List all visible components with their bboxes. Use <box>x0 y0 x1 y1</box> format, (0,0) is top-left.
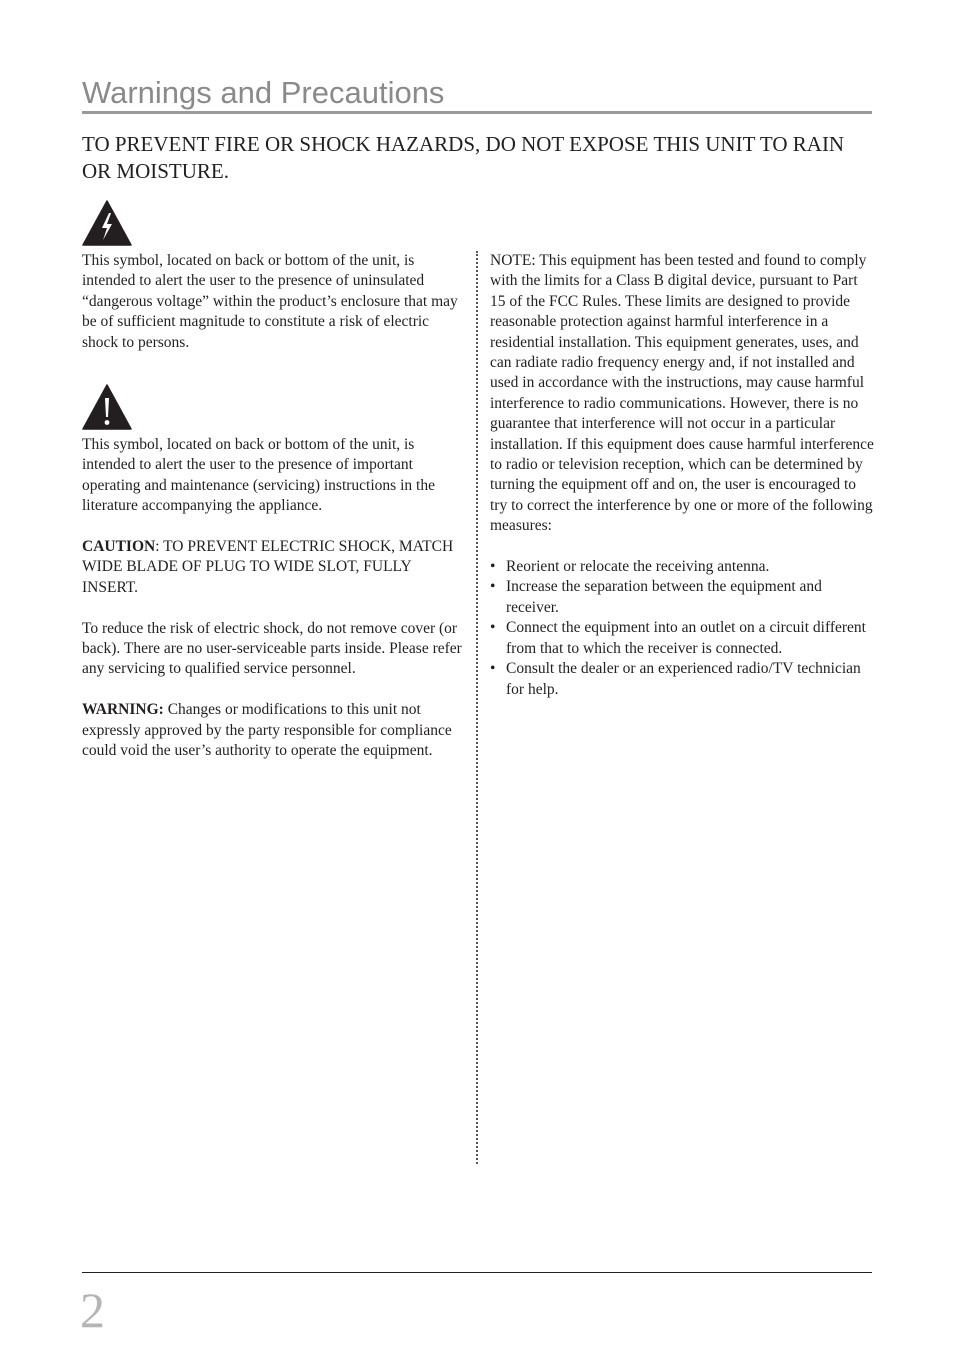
list-item-text: Consult the dealer or an experienced radio/TV technician for help. <box>506 660 861 698</box>
hazard-heading: TO PREVENT FIRE OR SHOCK HAZARDS, DO NOT EXPOSE THIS UNIT TO RAIN OR MOISTURE. <box>82 132 845 183</box>
list-item <box>490 618 875 659</box>
title-rule <box>82 111 872 114</box>
list-item <box>490 577 875 618</box>
lightning-warning-icon <box>82 200 132 246</box>
warning-paragraph <box>82 700 467 761</box>
exclamation-warning-icon <box>82 384 132 430</box>
fcc-note-text: NOTE: This equipment has been tested and found to comply with the limits for a Class B digital device, pursuant to Part 15 of the FCC Rules. These limits are designed to provide reasonable protection against harmful interference in a residential installation. This equipment generates, uses, and can radiate radio frequency energy and, if not installed and used in accordance with the instructions, may cause harmful interference to radio communications. However, there is no guarantee that interference will not occur in a particular installation. If this equipment does cause harmful interference to radio or television reception, which can be determined by turning the equipment off and on, the user is encouraged to try to correct the interference by one or more of the following measures: <box>490 252 874 535</box>
list-item-text: Increase the separation between the equipment and receiver. <box>506 578 822 616</box>
column-divider <box>476 251 478 1164</box>
bullet-marker: • <box>490 660 496 678</box>
left-column-body <box>82 435 467 761</box>
page-title: Warnings and Precautions <box>82 75 445 110</box>
warning-text: Changes or modifications to this unit not expressly approved by the party responsible for compliance could void the user’s authority to operate the equipment. <box>82 701 452 760</box>
caution-paragraph <box>82 537 467 598</box>
list-item <box>490 659 875 700</box>
warning-label: WARNING: <box>82 701 164 719</box>
measures-list <box>490 557 875 700</box>
page-number: 2 <box>80 1282 105 1338</box>
exclamation-symbol-text: This symbol, located on back or bottom of the unit, is intended to alert the user to the presence of important operating and maintenance (servicing) instructions in the literature accompanying the appliance. <box>82 436 435 515</box>
caution-label: CAUTION <box>82 538 156 556</box>
risk-paragraph: To reduce the risk of electric shock, do not remove cover (or back). There are no user-serviceable parts inside. Please refer any servicing to qualified service personnel. <box>82 619 462 678</box>
footer-rule <box>82 1272 872 1273</box>
bullet-marker: • <box>490 578 496 596</box>
list-item-text: Reorient or relocate the receiving antenna. <box>506 558 770 576</box>
bullet-marker: • <box>490 558 496 576</box>
fcc-note-section <box>490 251 875 700</box>
list-item <box>490 557 875 577</box>
bullet-marker: • <box>490 619 496 637</box>
voltage-symbol-section <box>82 251 467 353</box>
caution-text: : TO PREVENT ELECTRIC SHOCK, MATCH WIDE BLADE OF PLUG TO WIDE SLOT, FULLY INSERT. <box>82 538 454 596</box>
list-item-text: Connect the equipment into an outlet on a circuit different from that to which the receiver is connected. <box>506 619 866 657</box>
voltage-symbol-text: This symbol, located on back or bottom of the unit, is intended to alert the user to the presence of uninsulated “dangerous voltage” within the product’s enclosure that may be of sufficient magnitude to constitute a risk of electric shock to persons. <box>82 252 458 351</box>
